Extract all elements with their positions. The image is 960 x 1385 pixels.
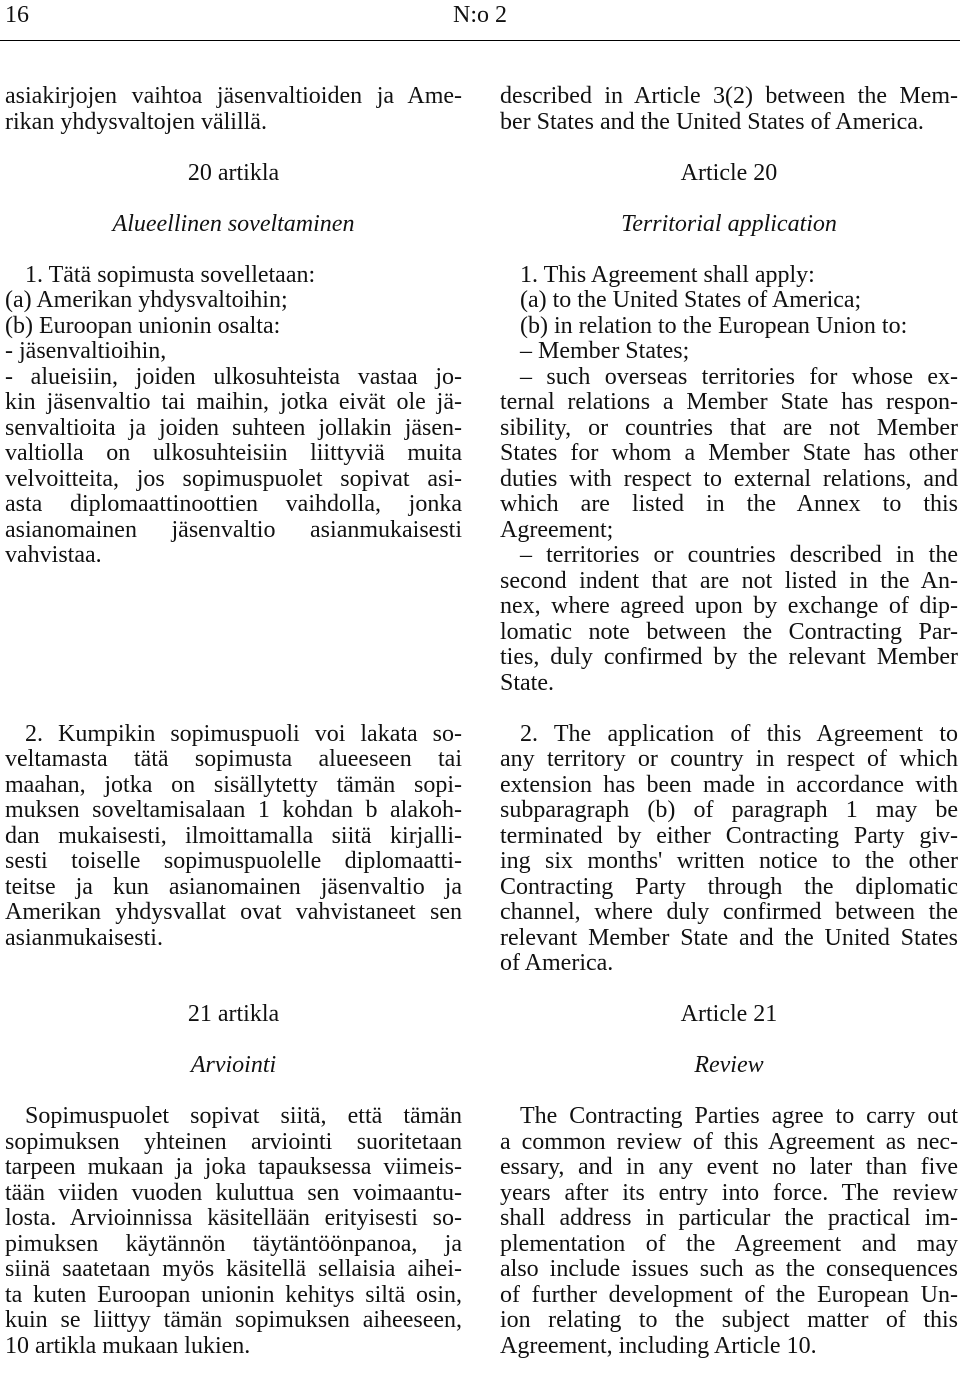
text-line: vahvistaa. xyxy=(5,543,102,568)
text-line: kuin se liittyy tämän sopimuksen aiheeseen, xyxy=(5,1308,462,1333)
finnish-paragraph xyxy=(5,1104,462,1359)
text-line: dan mukaisesti, ilmoittamalla siitä kirjalli- xyxy=(5,823,462,849)
text-line: which are listed in the Annex to this xyxy=(500,492,958,517)
text-line: - jäsenvaltioihin, xyxy=(5,339,167,364)
article-heading: Article 20 xyxy=(680,160,778,186)
text-line: – Member States; xyxy=(520,339,690,364)
text-line: sibility, or countries that are not Member xyxy=(500,415,958,441)
article-title: Alueellinen soveltaminen xyxy=(112,211,355,237)
article-21-heading-row xyxy=(0,1002,960,1028)
text-line: velvoitteita, jos sopimuspuolet sopivat asi- xyxy=(5,466,462,492)
text-line: Contracting Party through the diplomatic xyxy=(500,874,958,900)
article-20-heading-row xyxy=(0,161,960,187)
text-line: of further development of the European Un- xyxy=(500,1282,958,1308)
text-line: maahan, jotka on sisällytetty tämän sopi- xyxy=(5,772,462,798)
text-line: shall address in particular the practical im- xyxy=(500,1206,958,1231)
article-21-title-row xyxy=(0,1053,960,1079)
text-line: terminated by either Contracting Party giv- xyxy=(500,823,958,849)
text-line: asianomainen jäsenvaltio asianmukaisesti xyxy=(5,517,462,543)
document-body xyxy=(0,84,960,1385)
text-line: any territory or country in respect of which xyxy=(500,747,958,772)
text-line: teitse ja kun asianomainen jäsenvaltio ja xyxy=(5,874,462,900)
text-line: - alueisiin, joiden ulkosuhteista vastaa jo- xyxy=(5,364,462,390)
text-line: State. xyxy=(500,670,554,696)
text-line: plementation of the Agreement and may xyxy=(500,1231,958,1257)
text-line: Agreement; xyxy=(500,517,614,543)
english-intro xyxy=(500,84,958,135)
text-line: extension has been made in accordance with xyxy=(500,772,958,798)
text-line: lomatic note between the Contracting Par- xyxy=(500,619,958,645)
text-line: – territories or countries described in the xyxy=(520,543,958,568)
text-line: asta diplomaattinoottien vaihdolla, jonka xyxy=(5,492,462,517)
finnish-paragraph xyxy=(5,722,462,952)
text-line: sopimuksen yhteinen arviointi suoritetaan xyxy=(5,1129,462,1155)
text-line: asiakirjojen vaihtoa jäsenvaltioiden ja Ame- xyxy=(5,84,462,109)
article-title: Territorial application xyxy=(621,211,837,237)
text-line: valtiolla on ulkosuhteisiin liittyviä muita xyxy=(5,441,462,466)
text-line: Sopimuspuolet sopivat siitä, että tämän xyxy=(25,1104,462,1129)
text-line: States for whom a Member State has other xyxy=(500,441,958,466)
text-line: ion relating to the subject matter of this xyxy=(500,1308,958,1333)
text-line: channel, where duly confirmed between the xyxy=(500,900,958,925)
text-line: nex, where agreed upon by exchange of dip- xyxy=(500,594,958,619)
text-line: (a) to the United States of America; xyxy=(520,288,862,313)
text-line: – such overseas territories for whose ex- xyxy=(520,364,958,390)
text-line: duties with respect to external relations, and xyxy=(500,466,958,492)
english-paragraph xyxy=(500,722,958,977)
text-line: years after its entry into force. The review xyxy=(500,1180,958,1206)
text-line: also include issues such as the consequences xyxy=(500,1257,958,1282)
text-line: subparagraph (b) of paragraph 1 may be xyxy=(500,798,958,823)
text-line: (b) in relation to the European Union to: xyxy=(520,313,908,339)
text-line: 2. Kumpikin sopimuspuoli voi lakata so- xyxy=(25,721,462,747)
article-20-title-row xyxy=(0,212,960,238)
finnish-paragraph xyxy=(5,263,462,569)
text-line: Amerikan yhdysvallat ovat vahvistaneet sen xyxy=(5,900,462,925)
text-line: (a) Amerikan yhdysvaltoihin; xyxy=(5,288,288,313)
text-line: a common review of this Agreement as nec- xyxy=(500,1129,958,1155)
text-line: of America. xyxy=(500,951,614,976)
article-20-paragraph-2-row xyxy=(0,722,960,977)
article-heading: 20 artikla xyxy=(187,160,280,186)
text-line: pimuksen käytännön täytäntöönpanoa, ja xyxy=(5,1231,462,1257)
text-line: (b) Euroopan unionin osalta: xyxy=(5,313,281,339)
text-line: tarpeen mukaan ja joka tapauksessa viimeis- xyxy=(5,1155,462,1180)
text-line: ing six months' written notice to the other xyxy=(500,849,958,874)
text-line: relevant Member State and the United States xyxy=(500,925,958,951)
text-line: 1. Tätä sopimusta sovelletaan: xyxy=(25,262,316,288)
text-line: kin jäsenvaltio tai maihin, jotka eivät ole jä- xyxy=(5,390,462,415)
article-heading: 21 artikla xyxy=(187,1002,280,1027)
text-line: senvaltioita ja joiden suhteen jollakin jäsen- xyxy=(5,415,462,441)
english-paragraph xyxy=(500,1104,958,1359)
text-line: siinä saatetaan myös käsitellä sellaisia aihei- xyxy=(5,1257,462,1282)
article-title: Arviointi xyxy=(190,1053,277,1078)
text-line: second indent that are not listed in the An- xyxy=(500,568,958,594)
text-line: 10 artikla mukaan lukien. xyxy=(5,1333,251,1359)
text-line: 1. This Agreement shall apply: xyxy=(520,262,815,288)
article-heading: Article 21 xyxy=(680,1002,778,1027)
text-line: described in Article 3(2) between the Mem- xyxy=(500,84,958,109)
text-line: veltamasta tätä sopimusta alueeseen tai xyxy=(5,747,462,772)
text-line: rikan yhdysvaltojen välillä. xyxy=(5,109,267,135)
text-line: losta. Arvioinnissa käsitellään erityisesti so- xyxy=(5,1206,462,1231)
text-line: tään viiden vuoden kuluttua sen voimaantu- xyxy=(5,1180,462,1206)
text-line: Agreement, including Article 10. xyxy=(500,1333,817,1359)
finnish-intro xyxy=(5,84,462,135)
text-line: muksen soveltamisalaan 1 kohdan b alakoh- xyxy=(5,798,462,823)
article-title: Review xyxy=(694,1053,764,1078)
text-line: ta kuten Euroopan unionin kehitys siltä osin, xyxy=(5,1282,462,1308)
header-rule xyxy=(0,40,960,41)
text-line: essary, and in any event no later than five xyxy=(500,1155,958,1180)
article-21-paragraph-row xyxy=(0,1104,960,1359)
article-20-paragraph-1-row xyxy=(0,263,960,697)
intro-row xyxy=(0,84,960,135)
issue-number: N:o 2 xyxy=(453,2,507,28)
text-line: ternal relations a Member State has respon- xyxy=(500,390,958,415)
text-line: ber States and the United States of America. xyxy=(500,109,924,135)
text-line: asianmukaisesti. xyxy=(5,925,163,951)
english-paragraph xyxy=(500,263,958,697)
text-line: ties, duly confirmed by the relevant Member xyxy=(500,645,958,670)
text-line: The Contracting Parties agree to carry out xyxy=(520,1104,958,1129)
page-number: 16 xyxy=(5,2,29,28)
text-line: sesti toiselle sopimuspuolelle diplomaatti- xyxy=(5,849,462,874)
text-line: 2. The application of this Agreement to xyxy=(520,721,958,747)
